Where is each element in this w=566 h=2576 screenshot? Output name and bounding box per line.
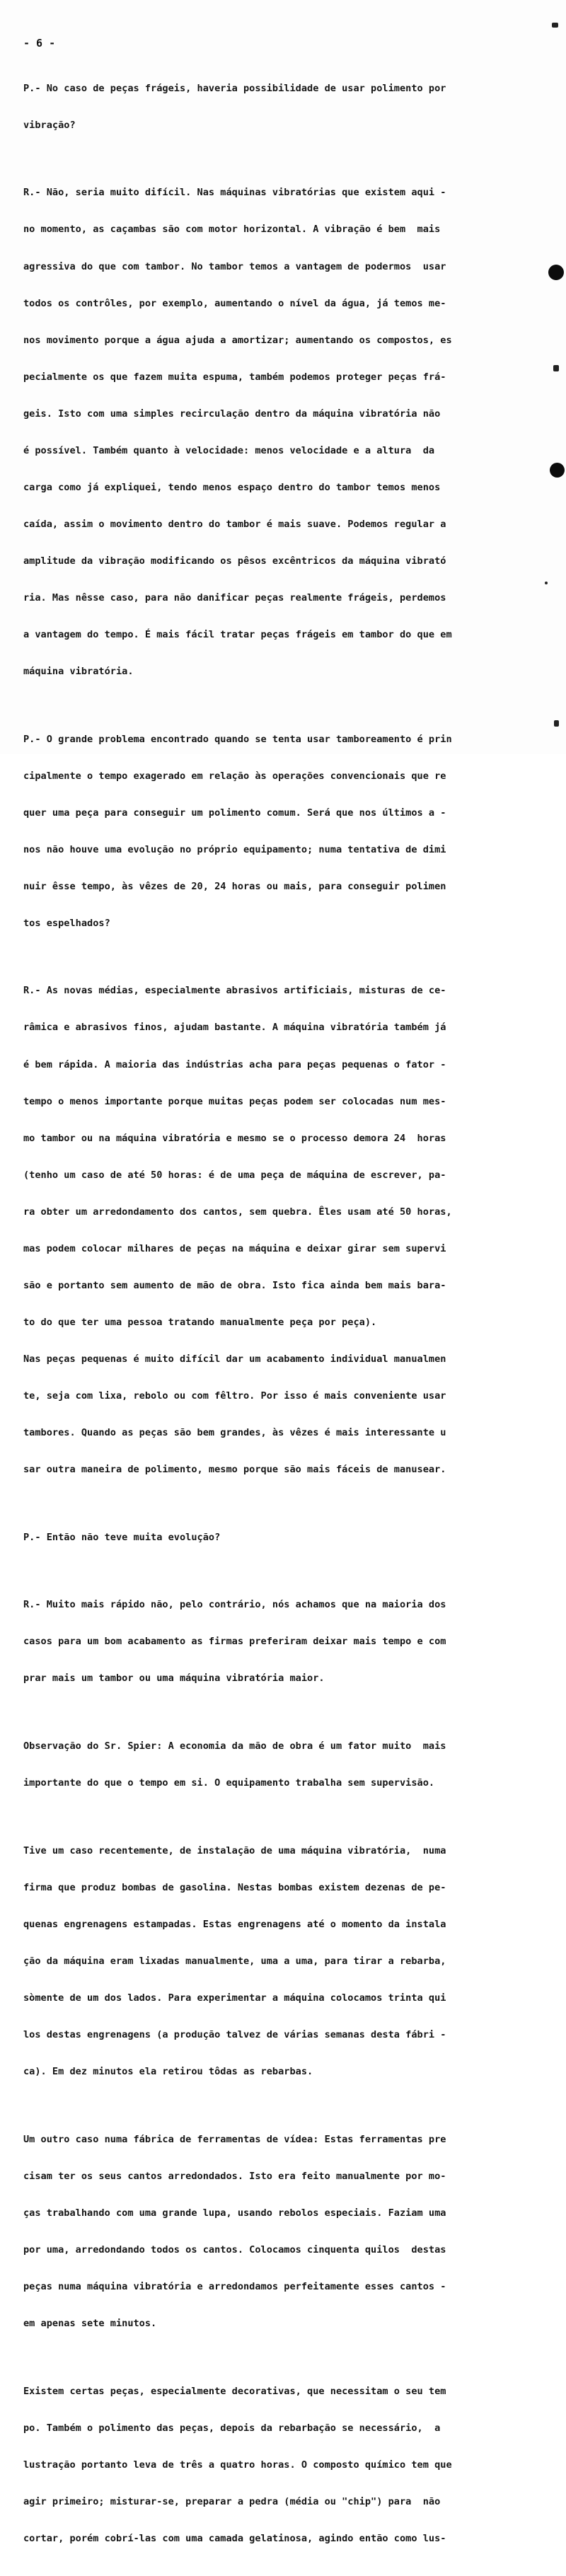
text-line: quer uma peça para conseguir um polimento comum. Será que nos últimos a - — [23, 807, 446, 819]
text-line: agir primeiro; misturar-se, preparar a pedra (média ou "chip") para não — [23, 2495, 441, 2507]
scan-speck — [552, 23, 558, 28]
text-line: quenas engrenagens estampadas. Estas engrenagens até o momento da instala — [23, 1918, 446, 1930]
text-line: importante do que o tempo em si. O equipamento trabalha sem supervisão. — [23, 1777, 435, 1789]
text-line: los destas engrenagens (a produção talvez de várias semanas desta fábri - — [23, 2028, 446, 2040]
question-paragraph — [23, 709, 554, 954]
text-line: R.- Não, seria muito difícil. Nas máquinas vibratórias que existem aqui - — [23, 187, 446, 199]
text-line: Tive um caso recentemente, de instalação de uma máquina vibratória, numa — [23, 1844, 446, 1856]
answer-paragraph — [23, 1575, 554, 1710]
text-line: é bem rápida. A maioria das indústrias acha para peças pequenas o fator - — [23, 1058, 446, 1070]
text-line: geis. Isto com uma simples recirculação dentro da máquina vibratória não — [23, 408, 441, 420]
text-line: tambores. Quando as peças são bem grandes, às vêzes é mais interessante u — [23, 1426, 446, 1438]
text-line: ças trabalhando com uma grande lupa, usando rebolos especiais. Faziam uma — [23, 2207, 446, 2219]
text-line: lustração portanto leva de três a quatro horas. O composto químico tem que — [23, 2459, 452, 2471]
body-paragraph — [23, 2361, 554, 2570]
punch-hole — [550, 463, 565, 478]
text-line: agressiva do que com tambor. No tambor temos a vantagem de podermos usar — [23, 260, 446, 272]
text-line: máquina vibratória. — [23, 665, 134, 677]
text-line: ção da máquina eram lixadas manualmente, uma a uma, para tirar a rebarba, — [23, 1955, 446, 1967]
text-line: prar mais um tambor ou uma máquina vibratória maior. — [23, 1673, 325, 1685]
text-line: nuir êsse tempo, às vêzes de 20, 24 horas ou mais, para conseguir polimen — [23, 880, 446, 892]
text-line: ria. Mas nêsse caso, para não danificar peças realmente frágeis, perdemos — [23, 591, 446, 603]
text-line: pecialmente os que fazem muita espuma, também podemos proteger peças frá- — [23, 371, 446, 383]
text-line: a vantagem do tempo. É mais fácil tratar peças frágeis em tambor do que em — [23, 628, 452, 640]
text-line: cisam ter os seus cantos arredondados. Isto era feito manualmente por mo- — [23, 2170, 446, 2182]
text-line: casos para um bom acabamento as firmas preferiram deixar mais tempo e com — [23, 1636, 446, 1648]
text-line: P.- No caso de peças frágeis, haveria possibilidade de usar polimento por — [23, 82, 446, 94]
text-line: Um outro caso numa fábrica de ferramentas de vídea: Estas ferramentas pre — [23, 2133, 446, 2145]
text-line: mas podem colocar milhares de peças na máquina e deixar girar sem supervi — [23, 1242, 446, 1254]
text-line: to do que ter uma pessoa tratando manualmente peça por peça). — [23, 1316, 377, 1328]
document-text — [23, 58, 554, 2576]
answer-paragraph — [23, 961, 554, 1501]
scan-speck — [553, 365, 559, 371]
text-line: firma que produz bombas de gasolina. Nestas bombas existem dezenas de pe- — [23, 1881, 446, 1893]
text-line: caída, assim o movimento dentro do tambor é mais suave. Podemos regular a — [23, 518, 446, 530]
scan-speck — [554, 720, 559, 727]
scan-speck — [545, 582, 548, 584]
page-number: - 6 - — [23, 37, 56, 50]
text-line: nos não houve uma evolução no próprio equipamento; numa tentativa de dimi — [23, 843, 446, 855]
text-line: sar outra maneira de polimento, mesmo porque são mais fáceis de manusear. — [23, 1463, 446, 1475]
text-line: R.- Muito mais rápido não, pelo contrário, nós achamos que na maioria dos — [23, 1599, 446, 1611]
observation-paragraph — [23, 1716, 554, 1814]
text-line: Nas peças pequenas é muito difícil dar um acabamento individual manualmen — [23, 1353, 446, 1365]
text-line: ra obter um arredondamento dos cantos, sem quebra. Êles usam até 50 horas, — [23, 1206, 452, 1218]
text-line: são e portanto sem aumento de mão de obra. Isto fica ainda bem mais bara- — [23, 1279, 446, 1291]
text-line: R.- As novas médias, especialmente abrasivos artificiais, misturas de ce- — [23, 985, 446, 997]
text-line: Observação do Sr. Spier: A economia da mão de obra é um fator muito mais — [23, 1740, 446, 1752]
text-line: P.- O grande problema encontrado quando se tenta usar tamboreamento é prin — [23, 733, 452, 745]
text-line: mo tambor ou na máquina vibratória e mesmo se o processo demora 24 horas — [23, 1132, 446, 1144]
text-line: amplitude da vibração modificando os pêsos excêntricos da máquina vibrató — [23, 555, 446, 567]
text-line: todos os contrôles, por exemplo, aumentando o nível da água, já temos me- — [23, 297, 446, 309]
body-paragraph — [23, 1820, 554, 2103]
text-line: ca). Em dez minutos ela retirou tôdas as rebarbas. — [23, 2066, 313, 2077]
text-line: Existem certas peças, especialmente decorativas, que necessitam o seu tem — [23, 2385, 446, 2397]
text-line: tempo o menos importante porque muitas peças podem ser colocadas num mes- — [23, 1095, 446, 1107]
text-line: râmica e abrasivos finos, ajudam bastante. A máquina vibratória também já — [23, 1022, 446, 1034]
question-paragraph — [23, 1507, 554, 1569]
text-line: te, seja com lixa, rebolo ou com fêltro. Por isso é mais conveniente usar — [23, 1390, 446, 1402]
text-line: sòmente de um dos lados. Para experimentar a máquina colocamos trinta qui — [23, 1992, 446, 2004]
text-line: P.- Então não teve muita evolução? — [23, 1531, 221, 1543]
text-line: cipalmente o tempo exagerado em relação às operações convencionais que re — [23, 770, 446, 782]
text-line: cortar, porém cobrí-las com uma camada gelatinosa, agindo então como lus- — [23, 2532, 446, 2544]
body-paragraph — [23, 2109, 554, 2355]
text-line: po. Também o polimento das peças, depois da rebarbação se necessário, a — [23, 2422, 441, 2434]
text-line: peças numa máquina vibratória e arredondamos perfeitamente esses cantos - — [23, 2280, 446, 2292]
text-line: no momento, as caçambas são com motor horizontal. A vibração é bem mais — [23, 224, 441, 236]
text-line: em apenas sete minutos. — [23, 2317, 157, 2329]
text-line: (tenho um caso de até 50 horas: é de uma peça de máquina de escrever, pa- — [23, 1169, 446, 1181]
question-paragraph — [23, 58, 554, 156]
punch-hole — [548, 265, 564, 280]
text-line: nos movimento porque a água ajuda a amortizar; aumentando os compostos, es — [23, 334, 452, 346]
text-line: por uma, arredondando todos os cantos. Colocamos cinquenta quilos destas — [23, 2243, 446, 2256]
text-line: tos espelhados? — [23, 917, 110, 929]
answer-paragraph — [23, 163, 554, 703]
text-line: carga como já expliquei, tendo menos espaço dentro do tambor temos menos — [23, 481, 441, 493]
text-line: vibração? — [23, 119, 76, 131]
text-line: é possível. Também quanto à velocidade: menos velocidade e a altura da — [23, 444, 435, 456]
